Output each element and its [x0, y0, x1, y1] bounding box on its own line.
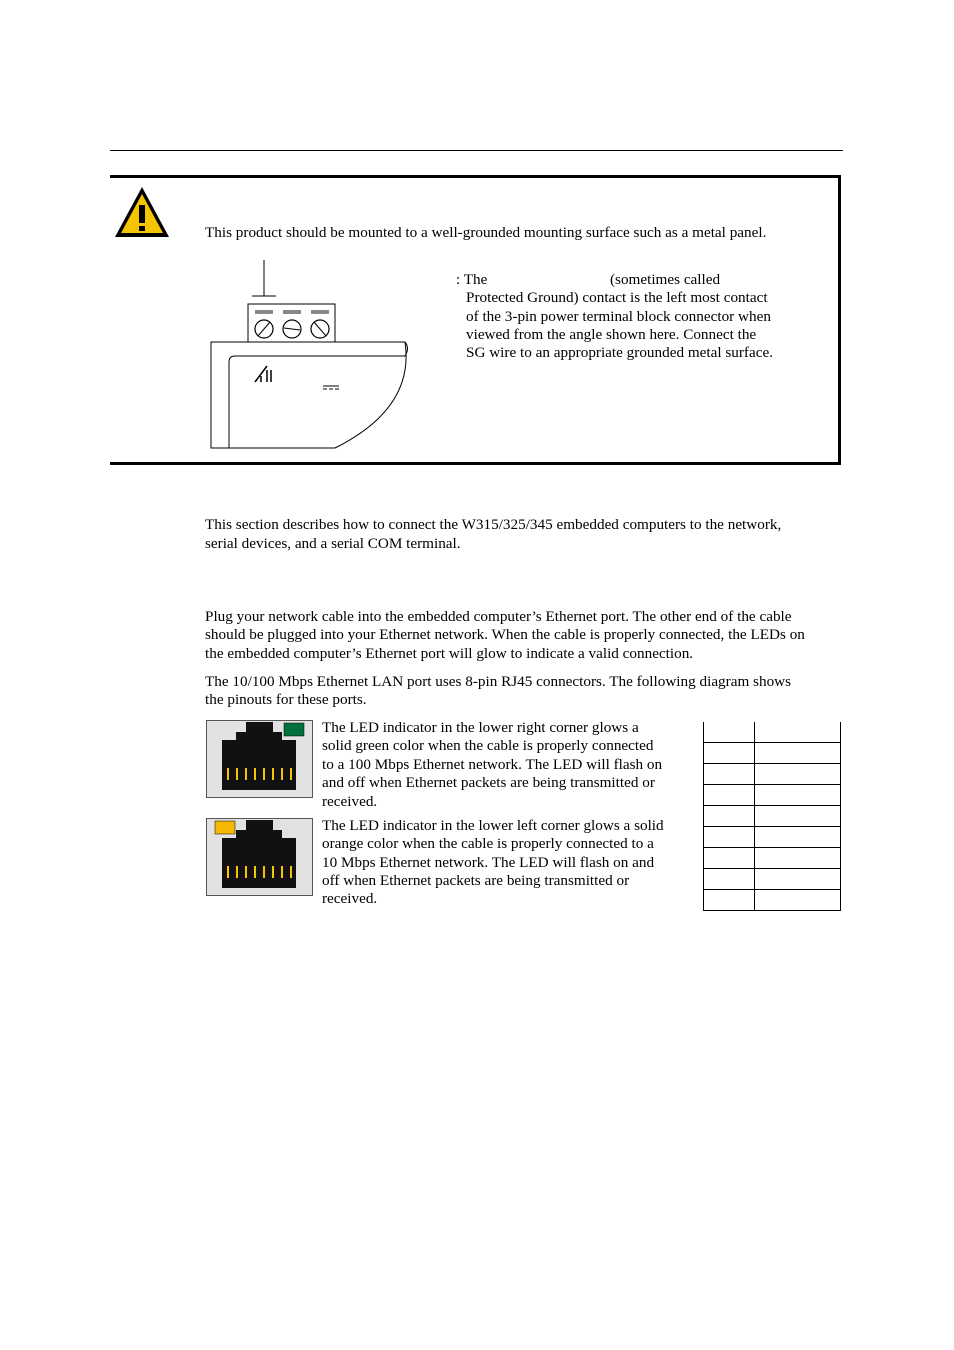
- section-intro-line2: serial devices, and a serial COM terminal.: [205, 535, 461, 552]
- ethernet-p2-line2: the pinouts for these ports.: [205, 691, 367, 708]
- led-green-line4: and off when Ethernet packets are being transmitted or: [322, 774, 655, 791]
- sg-note-line4: viewed from the angle shown here. Connect the: [466, 326, 757, 343]
- led-orange-line2: orange color when the cable is properly connected to a: [322, 835, 654, 852]
- ethernet-p1-line1: Plug your network cable into the embedded computer’s Ethernet port. The other end of the cable: [205, 608, 792, 625]
- section-intro-line1: This section describes how to connect the W315/325/345 embedded computers to the network,: [205, 516, 782, 533]
- led-green-line1: The LED indicator in the lower right corner glows a: [322, 719, 639, 736]
- table-row: [704, 806, 841, 827]
- table-row: [704, 827, 841, 848]
- led-orange-line3: 10 Mbps Ethernet network. The LED will flash on and: [322, 854, 655, 871]
- sg-note-line3: of the 3-pin power terminal block connector when: [466, 308, 771, 325]
- table-row: [704, 848, 841, 869]
- sg-note-line1b: (sometimes called: [610, 271, 721, 288]
- led-orange-line5: received.: [322, 890, 378, 907]
- notice-text: This product should be mounted to a well-grounded mounting surface such as a metal panel.: [205, 224, 767, 241]
- header-rule: [110, 150, 843, 151]
- led-green-line3: to a 100 Mbps Ethernet network. The LED will flash on: [322, 756, 663, 773]
- table-row: [704, 890, 841, 911]
- sg-note-line2: Protected Ground) contact is the left most contact: [466, 289, 768, 306]
- sg-note-line1a: : The: [456, 271, 488, 288]
- ethernet-p1-line3: the embedded computer’s Ethernet port will glow to indicate a valid connection.: [205, 645, 694, 662]
- ethernet-p2-line1: The 10/100 Mbps Ethernet LAN port uses 8-pin RJ45 connectors. The following diagram shows: [205, 673, 792, 690]
- led-green-line2: solid green color when the cable is properly connected: [322, 737, 654, 754]
- warning-triangle-icon: [113, 183, 171, 241]
- ethernet-p1-line2: should be plugged into your Ethernet network. When the cable is properly connected, the LEDs on: [205, 626, 805, 643]
- terminal-block-diagram: [205, 258, 415, 453]
- pinout-table: [703, 722, 841, 911]
- led-orange-line4: off when Ethernet packets are being transmitted or: [322, 872, 630, 889]
- table-row: [704, 869, 841, 890]
- led-orange-line1: The LED indicator in the lower left corner glows a solid: [322, 817, 664, 834]
- table-row: [704, 722, 841, 743]
- led-green-line5: received.: [322, 793, 378, 810]
- rj45-port-orange-led: [206, 818, 313, 896]
- sg-note-line5: SG wire to an appropriate grounded metal surface.: [466, 344, 774, 361]
- table-row: [704, 785, 841, 806]
- green-led-icon: [284, 723, 304, 736]
- table-row: [704, 764, 841, 785]
- rj45-port-green-led: [206, 720, 313, 798]
- orange-led-icon: [215, 821, 235, 834]
- table-row: [704, 743, 841, 764]
